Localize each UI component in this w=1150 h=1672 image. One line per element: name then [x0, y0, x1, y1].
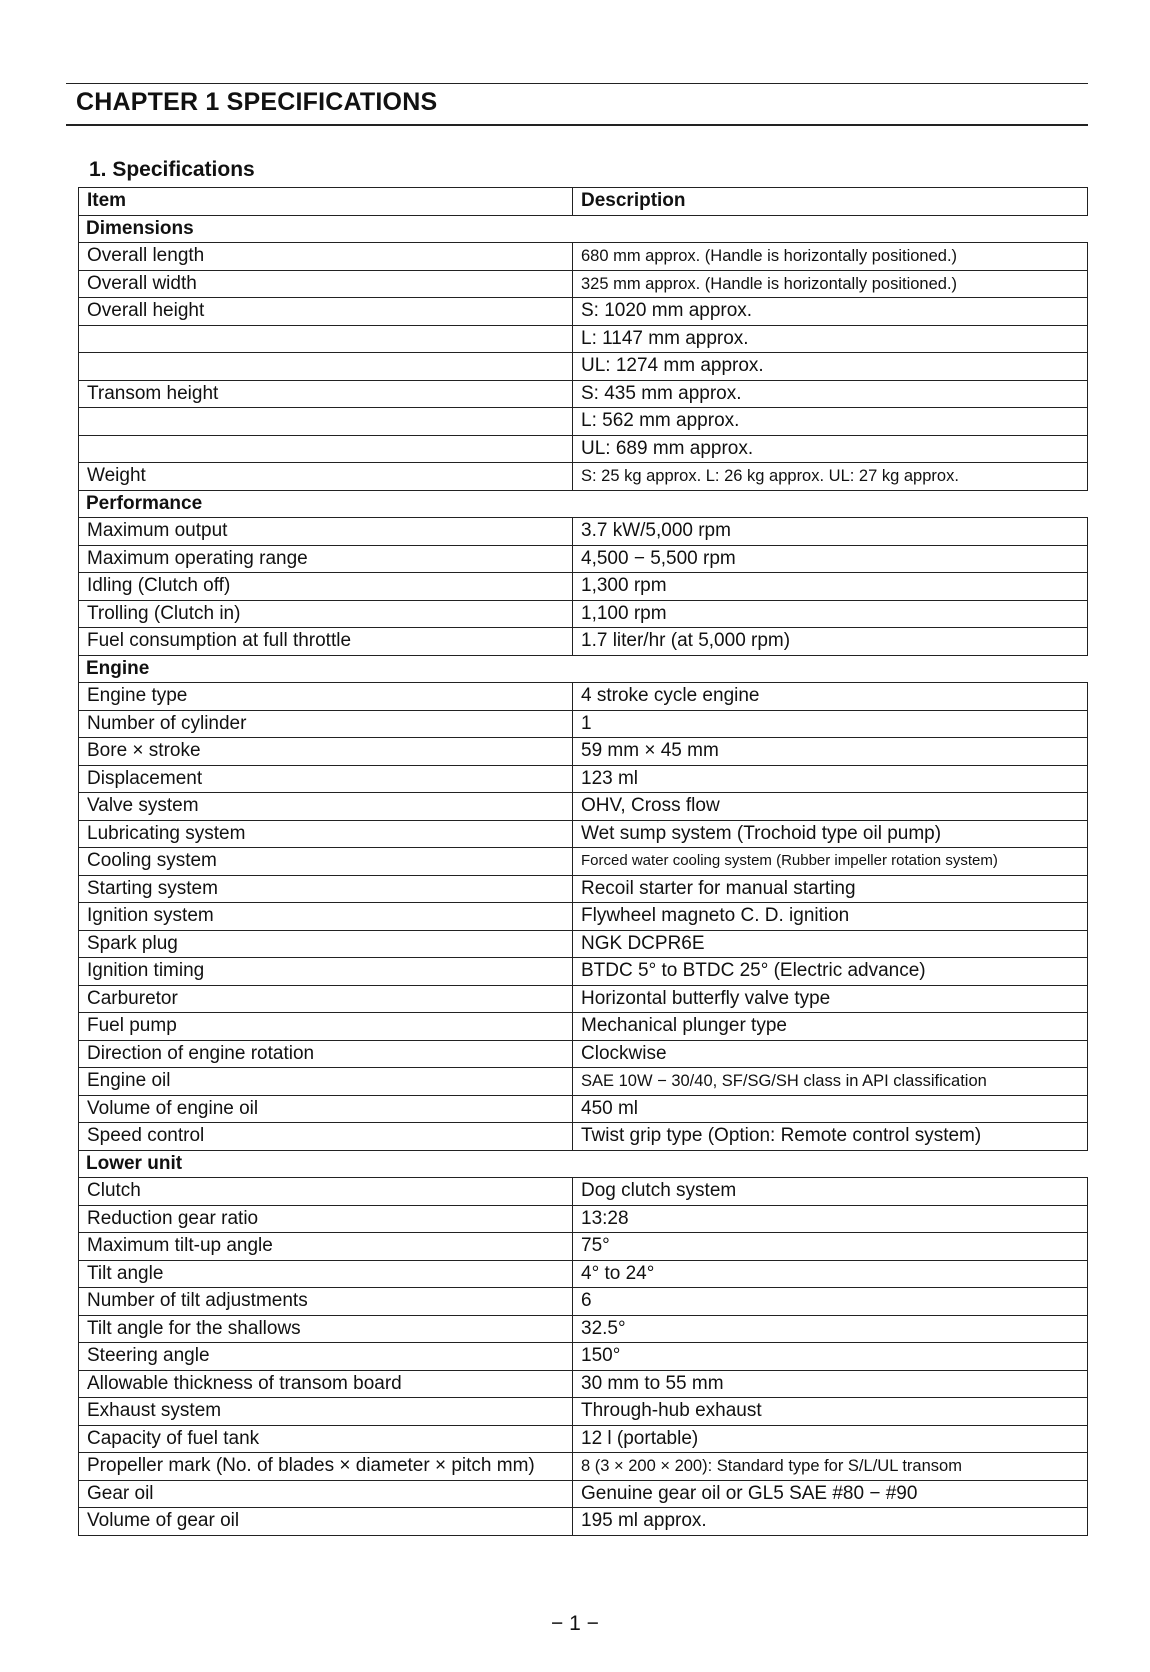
group-heading: Engine [79, 655, 1088, 683]
table-row [79, 1370, 1088, 1398]
item-cell: Trolling (Clutch in) [79, 600, 573, 628]
description-cell: 325 mm approx. (Handle is horizontally positioned.) [573, 270, 1088, 298]
item-cell: Overall length [79, 243, 573, 271]
description-cell: 32.5° [573, 1315, 1088, 1343]
description-cell: Forced water cooling system (Rubber impeller rotation system) [573, 848, 1088, 876]
section-title: 1. Specifications [89, 158, 255, 181]
item-cell: Ignition system [79, 903, 573, 931]
item-cell: Reduction gear ratio [79, 1205, 573, 1233]
description-cell: 1 [573, 710, 1088, 738]
description-cell: 195 ml approx. [573, 1508, 1088, 1536]
item-cell: Ignition timing [79, 958, 573, 986]
description-cell: S: 1020 mm approx. [573, 298, 1088, 326]
table-row [79, 1260, 1088, 1288]
description-cell: NGK DCPR6E [573, 930, 1088, 958]
chapter-rule-top [66, 83, 1088, 84]
table-row [79, 1068, 1088, 1096]
group-heading: Dimensions [79, 215, 1088, 243]
description-cell: Wet sump system (Trochoid type oil pump) [573, 820, 1088, 848]
table-row [79, 628, 1088, 656]
group-heading: Lower unit [79, 1150, 1088, 1178]
item-cell: Capacity of fuel tank [79, 1425, 573, 1453]
table-row [79, 1233, 1088, 1261]
description-cell: 59 mm × 45 mm [573, 738, 1088, 766]
table-row [79, 1040, 1088, 1068]
item-cell [79, 353, 573, 381]
table-row [79, 463, 1088, 491]
table-row [79, 1508, 1088, 1536]
item-cell: Cooling system [79, 848, 573, 876]
table-row [79, 875, 1088, 903]
item-cell: Overall width [79, 270, 573, 298]
description-cell: 1.7 liter/hr (at 5,000 rpm) [573, 628, 1088, 656]
description-cell: L: 1147 mm approx. [573, 325, 1088, 353]
item-cell: Speed control [79, 1123, 573, 1151]
table-row [79, 683, 1088, 711]
table-row [79, 298, 1088, 326]
item-cell: Exhaust system [79, 1398, 573, 1426]
description-cell: 4,500 − 5,500 rpm [573, 545, 1088, 573]
group-heading-row [79, 1150, 1088, 1178]
table-row [79, 820, 1088, 848]
table-row [79, 1123, 1088, 1151]
description-cell: 1,100 rpm [573, 600, 1088, 628]
chapter-rule-bottom [66, 124, 1088, 126]
item-cell: Maximum operating range [79, 545, 573, 573]
table-row [79, 545, 1088, 573]
table-row [79, 1398, 1088, 1426]
item-cell: Bore × stroke [79, 738, 573, 766]
item-cell: Overall height [79, 298, 573, 326]
table-row [79, 1480, 1088, 1508]
description-cell: 123 ml [573, 765, 1088, 793]
item-cell: Number of tilt adjustments [79, 1288, 573, 1316]
table-row [79, 765, 1088, 793]
table-row [79, 353, 1088, 381]
table-header-row [79, 188, 1088, 216]
table-row [79, 1205, 1088, 1233]
group-heading-row [79, 215, 1088, 243]
item-cell: Clutch [79, 1178, 573, 1206]
description-cell: Recoil starter for manual starting [573, 875, 1088, 903]
description-cell: S: 25 kg approx. L: 26 kg approx. UL: 27 kg approx. [573, 463, 1088, 491]
item-cell: Maximum tilt-up angle [79, 1233, 573, 1261]
table-row [79, 408, 1088, 436]
group-heading-row [79, 490, 1088, 518]
header-item: Item [79, 188, 573, 216]
item-cell: Direction of engine rotation [79, 1040, 573, 1068]
item-cell: Engine type [79, 683, 573, 711]
specifications-table [78, 187, 1088, 1536]
table-row [79, 793, 1088, 821]
table-row [79, 903, 1088, 931]
table-row [79, 1453, 1088, 1481]
item-cell: Volume of gear oil [79, 1508, 573, 1536]
table-row [79, 518, 1088, 546]
description-cell: UL: 689 mm approx. [573, 435, 1088, 463]
description-cell: Mechanical plunger type [573, 1013, 1088, 1041]
item-cell: Volume of engine oil [79, 1095, 573, 1123]
group-heading: Performance [79, 490, 1088, 518]
description-cell: 13:28 [573, 1205, 1088, 1233]
description-cell: Through-hub exhaust [573, 1398, 1088, 1426]
header-description: Description [573, 188, 1088, 216]
table-row [79, 1315, 1088, 1343]
table-row [79, 243, 1088, 271]
chapter-title: CHAPTER 1 SPECIFICATIONS [76, 88, 438, 116]
table-row [79, 848, 1088, 876]
item-cell: Number of cylinder [79, 710, 573, 738]
specifications-table-body [79, 188, 1088, 1536]
item-cell [79, 408, 573, 436]
description-cell: Clockwise [573, 1040, 1088, 1068]
item-cell: Carburetor [79, 985, 573, 1013]
table-row [79, 600, 1088, 628]
description-cell: Twist grip type (Option: Remote control system) [573, 1123, 1088, 1151]
table-row [79, 1095, 1088, 1123]
description-cell: 3.7 kW/5,000 rpm [573, 518, 1088, 546]
table-row [79, 930, 1088, 958]
table-row [79, 738, 1088, 766]
table-row [79, 1178, 1088, 1206]
table-row [79, 1425, 1088, 1453]
table-row [79, 1343, 1088, 1371]
description-cell: BTDC 5° to BTDC 25° (Electric advance) [573, 958, 1088, 986]
table-row [79, 573, 1088, 601]
item-cell: Starting system [79, 875, 573, 903]
table-row [79, 380, 1088, 408]
item-cell: Transom height [79, 380, 573, 408]
table-row [79, 958, 1088, 986]
description-cell: Flywheel magneto C. D. ignition [573, 903, 1088, 931]
page-number: − 1 − [551, 1612, 599, 1635]
item-cell: Idling (Clutch off) [79, 573, 573, 601]
description-cell: Genuine gear oil or GL5 SAE #80 − #90 [573, 1480, 1088, 1508]
description-cell: L: 562 mm approx. [573, 408, 1088, 436]
description-cell: S: 435 mm approx. [573, 380, 1088, 408]
item-cell: Fuel consumption at full throttle [79, 628, 573, 656]
item-cell: Gear oil [79, 1480, 573, 1508]
item-cell: Displacement [79, 765, 573, 793]
item-cell: Maximum output [79, 518, 573, 546]
description-cell: OHV, Cross flow [573, 793, 1088, 821]
description-cell: Dog clutch system [573, 1178, 1088, 1206]
item-cell [79, 435, 573, 463]
table-row [79, 270, 1088, 298]
table-row [79, 325, 1088, 353]
item-cell: Lubricating system [79, 820, 573, 848]
item-cell: Fuel pump [79, 1013, 573, 1041]
description-cell: SAE 10W − 30/40, SF/SG/SH class in API classification [573, 1068, 1088, 1096]
table-row [79, 710, 1088, 738]
description-cell: UL: 1274 mm approx. [573, 353, 1088, 381]
item-cell: Tilt angle [79, 1260, 573, 1288]
group-heading-row [79, 655, 1088, 683]
description-cell: 8 (3 × 200 × 200): Standard type for S/L/UL transom [573, 1453, 1088, 1481]
item-cell: Allowable thickness of transom board [79, 1370, 573, 1398]
item-cell: Steering angle [79, 1343, 573, 1371]
description-cell: 1,300 rpm [573, 573, 1088, 601]
description-cell: 150° [573, 1343, 1088, 1371]
item-cell: Spark plug [79, 930, 573, 958]
description-cell: 30 mm to 55 mm [573, 1370, 1088, 1398]
description-cell: 6 [573, 1288, 1088, 1316]
description-cell: 680 mm approx. (Handle is horizontally positioned.) [573, 243, 1088, 271]
description-cell: 4 stroke cycle engine [573, 683, 1088, 711]
item-cell: Tilt angle for the shallows [79, 1315, 573, 1343]
item-cell: Valve system [79, 793, 573, 821]
item-cell [79, 325, 573, 353]
description-cell: 4° to 24° [573, 1260, 1088, 1288]
item-cell: Propeller mark (No. of blades × diameter × pitch mm) [79, 1453, 573, 1481]
item-cell: Engine oil [79, 1068, 573, 1096]
description-cell: 450 ml [573, 1095, 1088, 1123]
table-row [79, 1288, 1088, 1316]
table-row [79, 985, 1088, 1013]
table-row [79, 1013, 1088, 1041]
description-cell: 75° [573, 1233, 1088, 1261]
description-cell: 12 l (portable) [573, 1425, 1088, 1453]
item-cell: Weight [79, 463, 573, 491]
description-cell: Horizontal butterfly valve type [573, 985, 1088, 1013]
table-row [79, 435, 1088, 463]
